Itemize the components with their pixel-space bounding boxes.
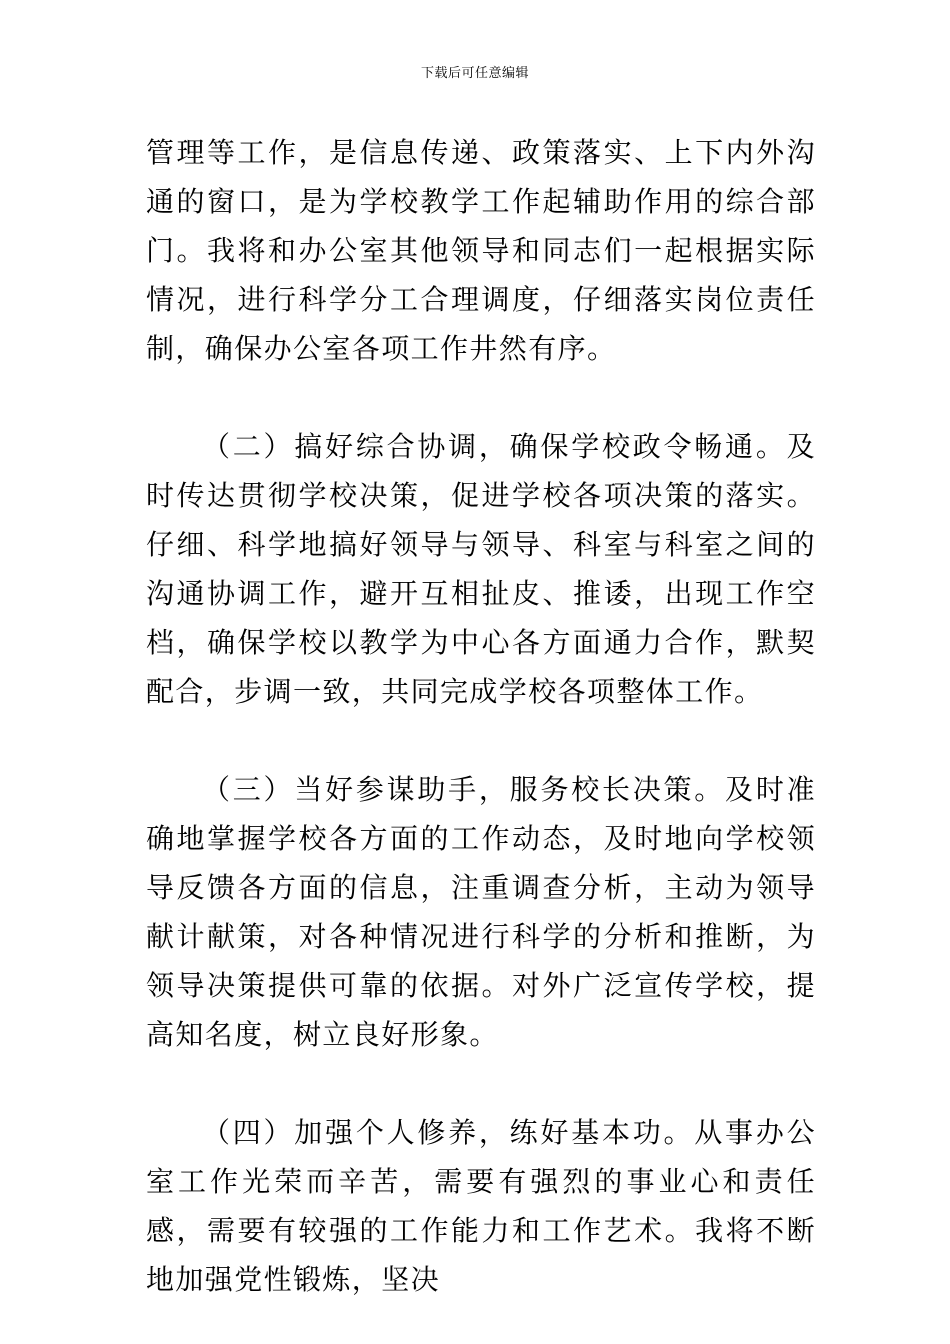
paragraph-section-two: （二）搞好综合协调，确保学校政令畅通。及时传达贯彻学校决策，促进学校各项决策的落实。仔细、科学地搞好领导与领导、科室与科室之间的沟通协调工作，避开互相扯皮、推诿，出现工作空档，确保学校以教学为中心各方面通力合作，默契配合，步调一致，共同完成学校各项整体工作。: [146, 430, 816, 708]
paragraph-spacer: [146, 373, 816, 422]
page-header-note: 下载后可任意编辑: [420, 66, 529, 81]
paragraph-spacer: [146, 716, 816, 765]
paragraph-continuation: 管理等工作，是信息传递、政策落实、上下内外沟通的窗口，是为学校教学工作起辅助作用的综合部门。我将和办公室其他领导和同志们一起根据实际情况，进行科学分工合理调度，仔细落实岗位责任制，确保办公室各项工作井然有序。: [146, 136, 816, 365]
paragraph-spacer: [146, 1059, 816, 1108]
document-body: [146, 128, 816, 1304]
paragraph-section-four: （四）加强个人修养，练好基本功。从事办公室工作光荣而辛苦，需要有强烈的事业心和责任感，需要有较强的工作能力和工作艺术。我将不断地加强党性锻炼，坚决: [146, 1116, 816, 1296]
paragraph-section-three: （三）当好参谋助手，服务校长决策。及时准确地掌握学校各方面的工作动态，及时地向学校领导反馈各方面的信息，注重调查分析，主动为领导献计献策，对各种情况进行科学的分析和推断，为领导决策提供可靠的依据。对外广泛宣传学校，提高知名度，树立良好形象。: [146, 773, 816, 1051]
